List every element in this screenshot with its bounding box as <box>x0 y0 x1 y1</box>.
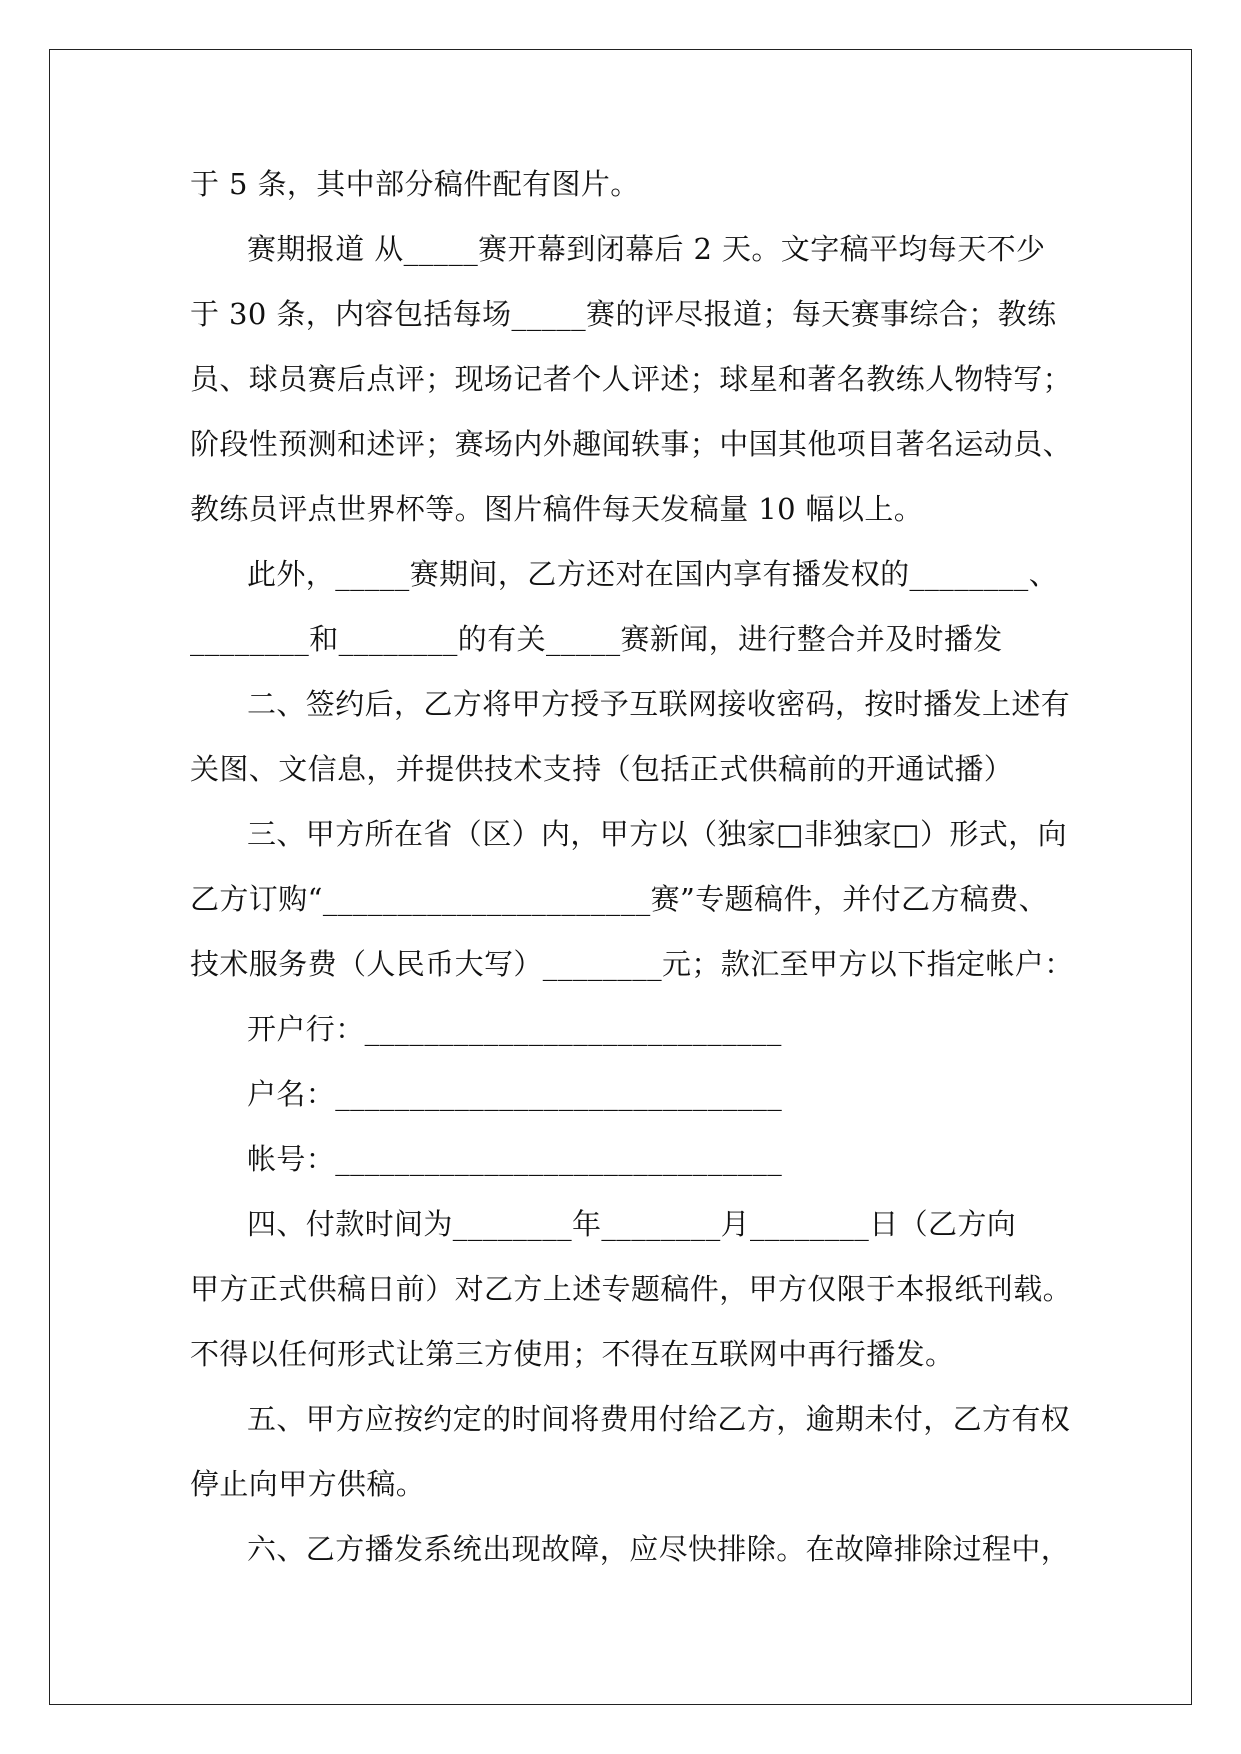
text-line-3: 于 30 条，内容包括每场_____赛的评尽报道；每天赛事综合；教练 <box>190 297 1057 331</box>
paragraph-match-coverage: 赛期报道 从_____赛开幕到闭幕后 2 天。文字稿平均每天不少 <box>247 232 1046 266</box>
text-line-12: 乙方订购“______________________赛”专题稿件，并付乙方稿费、 <box>190 882 1049 916</box>
bank-name-field: 开户行：____________________________ <box>247 1012 782 1046</box>
text-line-4: 员、球员赛后点评；现场记者个人评述；球星和著名教练人物特写； <box>190 362 1073 396</box>
text-line-6: 教练员评点世界杯等。图片稿件每天发稿量 10 幅以上。 <box>190 492 924 526</box>
text-line-8: ________和________的有关_____赛新闻，进行整合并及时播发 <box>190 622 1003 656</box>
clause-6: 六、乙方播发系统出现故障，应尽快排除。在故障排除过程中， <box>247 1532 1071 1566</box>
clause-2: 二、签约后，乙方将甲方授予互联网接收密码，按时播发上述有 <box>247 687 1071 721</box>
text-line-21: 停止向甲方供稿。 <box>190 1467 426 1501</box>
text-line-10: 关图、文信息，并提供技术支持（包括正式供稿前的开通试播） <box>190 752 1014 786</box>
paragraph-additional-news: 此外，_____赛期间，乙方还对在国内享有播发权的________、 <box>247 557 1059 591</box>
account-name-field: 户名：______________________________ <box>247 1077 783 1111</box>
clause-4: 四、付款时间为________年________月________日（乙方向 <box>247 1207 1017 1241</box>
text-line-18: 甲方正式供稿日前）对乙方上述专题稿件，甲方仅限于本报纸刊载。 <box>190 1272 1073 1306</box>
account-number-field: 帐号：______________________________ <box>247 1142 783 1176</box>
text-line-1: 于 5 条，其中部分稿件配有图片。 <box>190 167 640 201</box>
text-line-13: 技术服务费（人民币大写）________元；款汇至甲方以下指定帐户： <box>190 947 1074 981</box>
clause-5: 五、甲方应按约定的时间将费用付给乙方，逾期未付，乙方有权 <box>247 1402 1071 1436</box>
text-line-19: 不得以任何形式让第三方使用；不得在互联网中再行播发。 <box>190 1337 955 1371</box>
clause-3: 三、甲方所在省（区）内，甲方以（独家□非独家□）形式，向 <box>247 817 1068 851</box>
text-line-5: 阶段性预测和述评；赛场内外趣闻轶事；中国其他项目著名运动员、 <box>190 427 1073 461</box>
